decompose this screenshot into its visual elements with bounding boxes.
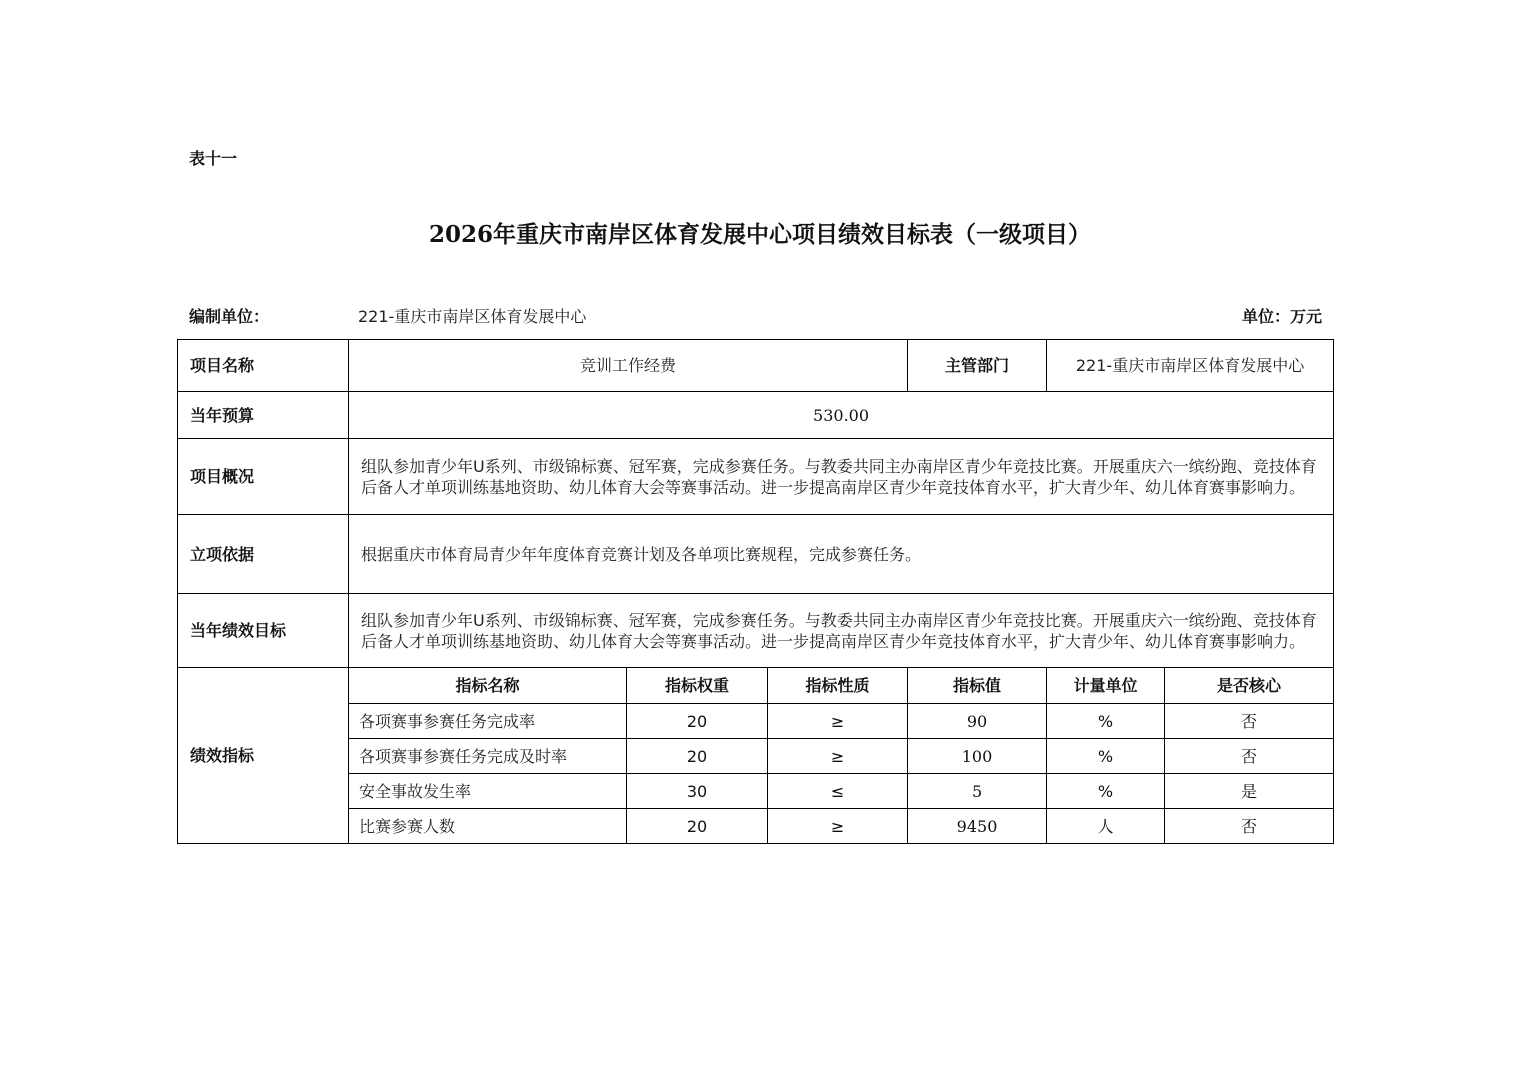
indicator-value: 100 xyxy=(908,739,1047,774)
indicator-is-core: 是 xyxy=(1165,774,1334,809)
overview-label: 项目概况 xyxy=(178,439,349,515)
table-row xyxy=(178,704,1334,739)
basis-label: 立项依据 xyxy=(178,515,349,594)
overview-text: 组队参加青少年U系列、市级锦标赛、冠军赛，完成参赛任务。与教委共同主办南岸区青少年竞技比赛。开展重庆六一缤纷跑、竞技体育后备人才单项训练基地资助、幼儿体育大会等赛事活动。进一步提高南岸区青少年竞技体育水平，扩大青少年、幼儿体育赛事影响力。 xyxy=(349,439,1334,515)
indicator-nature: ≤ xyxy=(768,774,908,809)
header-indicator-nature: 指标性质 xyxy=(768,668,908,704)
indicator-unit: 人 xyxy=(1047,809,1165,844)
indicator-unit: % xyxy=(1047,774,1165,809)
basis-text: 根据重庆市体育局青少年年度体育竞赛计划及各单项比赛规程，完成参赛任务。 xyxy=(349,515,1334,594)
indicator-header-row xyxy=(178,668,1334,704)
goal-row xyxy=(178,594,1334,668)
goal-text: 组队参加青少年U系列、市级锦标赛、冠军赛，完成参赛任务。与教委共同主办南岸区青少年竞技比赛。开展重庆六一缤纷跑、竞技体育后备人才单项训练基地资助、幼儿体育大会等赛事活动。进一步提高南岸区青少年竞技体育水平，扩大青少年、幼儿体育赛事影响力。 xyxy=(349,594,1334,668)
header-indicator-value: 指标值 xyxy=(908,668,1047,704)
compiling-unit-value: 221-重庆市南岸区体育发展中心 xyxy=(358,307,587,326)
indicator-unit: % xyxy=(1047,739,1165,774)
project-name-value: 竞训工作经费 xyxy=(349,340,908,392)
table-row xyxy=(178,809,1334,844)
supervising-dept-label: 主管部门 xyxy=(908,340,1047,392)
indicator-weight: 20 xyxy=(627,739,768,774)
indicator-nature: ≥ xyxy=(768,809,908,844)
indicator-nature: ≥ xyxy=(768,739,908,774)
overview-row xyxy=(178,439,1334,515)
indicator-name: 比赛参赛人数 xyxy=(349,809,627,844)
header-indicator-name: 指标名称 xyxy=(349,668,627,704)
supervising-dept-value: 221-重庆市南岸区体育发展中心 xyxy=(1047,340,1334,392)
budget-label: 当年预算 xyxy=(178,392,349,439)
currency-unit: 单位：万元 xyxy=(1241,307,1322,326)
table-number: 表十一 xyxy=(189,149,238,168)
indicator-value: 90 xyxy=(908,704,1047,739)
indicator-value: 9450 xyxy=(908,809,1047,844)
table-row xyxy=(178,739,1334,774)
indicator-is-core: 否 xyxy=(1165,809,1334,844)
indicator-weight: 30 xyxy=(627,774,768,809)
header-measure-unit: 计量单位 xyxy=(1047,668,1165,704)
budget-value: 530.00 xyxy=(349,392,1334,439)
header-is-core: 是否核心 xyxy=(1165,668,1334,704)
header-indicator-weight: 指标权重 xyxy=(627,668,768,704)
compiling-unit-label: 编制单位： xyxy=(189,307,270,326)
indicator-is-core: 否 xyxy=(1165,739,1334,774)
basis-row xyxy=(178,515,1334,594)
indicator-value: 5 xyxy=(908,774,1047,809)
goal-label: 当年绩效目标 xyxy=(178,594,349,668)
indicator-name: 各项赛事参赛任务完成及时率 xyxy=(349,739,627,774)
performance-target-table xyxy=(177,339,1334,844)
indicator-name: 安全事故发生率 xyxy=(349,774,627,809)
indicator-is-core: 否 xyxy=(1165,704,1334,739)
indicator-name: 各项赛事参赛任务完成率 xyxy=(349,704,627,739)
indicator-weight: 20 xyxy=(627,809,768,844)
project-name-row xyxy=(178,340,1334,392)
indicators-section-label: 绩效指标 xyxy=(178,668,349,844)
budget-row xyxy=(178,392,1334,439)
indicator-unit: % xyxy=(1047,704,1165,739)
project-name-label: 项目名称 xyxy=(178,340,349,392)
table-row xyxy=(178,774,1334,809)
indicator-weight: 20 xyxy=(627,704,768,739)
indicator-nature: ≥ xyxy=(768,704,908,739)
document-title: 2026年重庆市南岸区体育发展中心项目绩效目标表（一级项目） xyxy=(428,221,1091,248)
